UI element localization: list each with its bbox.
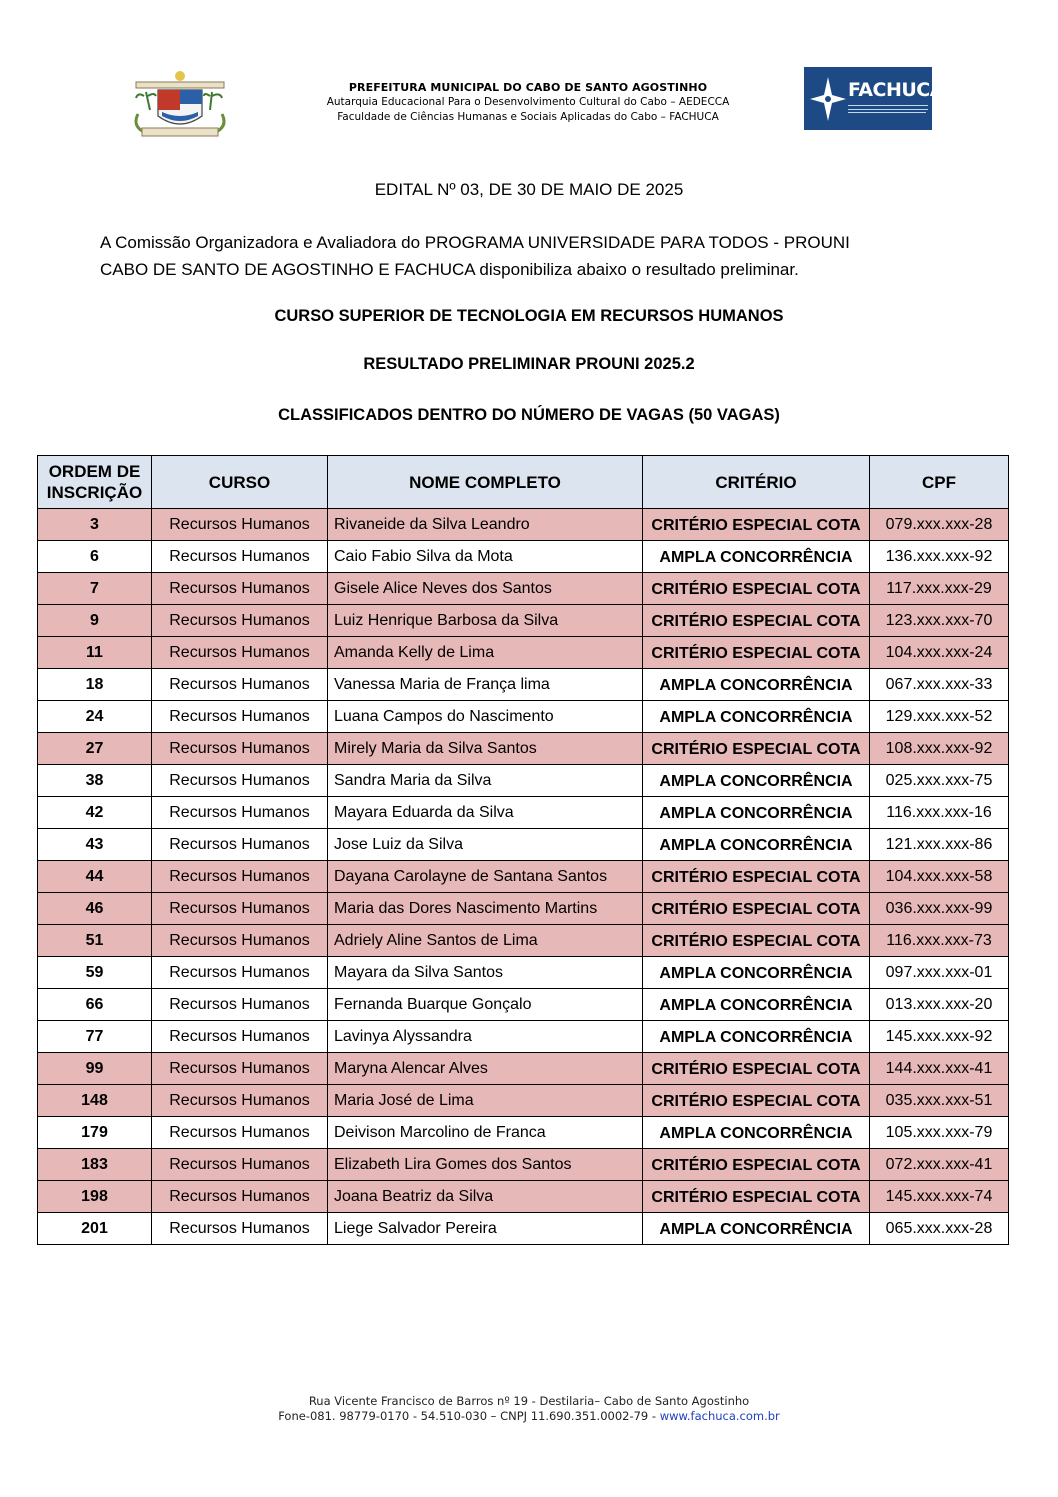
cell-nome: Caio Fabio Silva da Mota (328, 541, 643, 573)
cell-curso: Recursos Humanos (152, 925, 328, 957)
cell-ordem: 46 (38, 893, 152, 925)
cell-ordem: 7 (38, 573, 152, 605)
header-nome: NOME COMPLETO (328, 456, 643, 509)
table-row (38, 1181, 1009, 1213)
cell-cpf: 116.xxx.xxx-73 (870, 925, 1009, 957)
cell-nome: Gisele Alice Neves dos Santos (328, 573, 643, 605)
cell-ordem: 77 (38, 1021, 152, 1053)
cell-criterio: AMPLA CONCORRÊNCIA (643, 669, 870, 701)
header-criterio: CRITÉRIO (643, 456, 870, 509)
table-row (38, 925, 1009, 957)
header-ordem (38, 456, 152, 509)
table-row (38, 1085, 1009, 1117)
institution-header (240, 80, 816, 125)
cell-curso: Recursos Humanos (152, 701, 328, 733)
cell-cpf: 129.xxx.xxx-52 (870, 701, 1009, 733)
cell-curso: Recursos Humanos (152, 573, 328, 605)
cell-criterio: CRITÉRIO ESPECIAL COTA (643, 1085, 870, 1117)
page-footer (0, 1394, 1058, 1424)
table-row (38, 701, 1009, 733)
fachuca-logo-text: FACHUCA (848, 79, 944, 101)
cell-ordem: 66 (38, 989, 152, 1021)
table-row (38, 573, 1009, 605)
cell-curso: Recursos Humanos (152, 1181, 328, 1213)
header-line-aedecca: Autarquia Educacional Para o Desenvolvimento Cultural do Cabo – AEDECCA (326, 96, 730, 108)
cell-cpf: 144.xxx.xxx-41 (870, 1053, 1009, 1085)
cell-ordem: 51 (38, 925, 152, 957)
cell-nome: Deivison Marcolino de Franca (328, 1117, 643, 1149)
cell-ordem: 3 (38, 509, 152, 541)
cell-ordem: 6 (38, 541, 152, 573)
footer-website-link[interactable]: www.fachuca.com.br (659, 1409, 780, 1423)
cell-nome: Adriely Aline Santos de Lima (328, 925, 643, 957)
table-row (38, 1117, 1009, 1149)
footer-contact-text: Fone-081. 98779-0170 - 54.510-030 – CNPJ 11.690.351.0002-79 - (278, 1409, 660, 1423)
intro-paragraph (100, 229, 930, 283)
cell-criterio: CRITÉRIO ESPECIAL COTA (643, 861, 870, 893)
fachuca-logo (804, 67, 944, 130)
cell-criterio: AMPLA CONCORRÊNCIA (643, 989, 870, 1021)
logo-tagline-lines (848, 105, 928, 110)
results-table-body (38, 509, 1009, 1245)
cell-cpf: 104.xxx.xxx-58 (870, 861, 1009, 893)
cell-cpf: 072.xxx.xxx-41 (870, 1149, 1009, 1181)
cell-nome: Jose Luiz da Silva (328, 829, 643, 861)
cell-criterio: AMPLA CONCORRÊNCIA (643, 701, 870, 733)
cell-nome: Luiz Henrique Barbosa da Silva (328, 605, 643, 637)
cell-ordem: 99 (38, 1053, 152, 1085)
cell-ordem: 27 (38, 733, 152, 765)
table-row (38, 1021, 1009, 1053)
cell-curso: Recursos Humanos (152, 957, 328, 989)
cell-criterio: AMPLA CONCORRÊNCIA (643, 829, 870, 861)
cell-cpf: 123.xxx.xxx-70 (870, 605, 1009, 637)
table-row (38, 1149, 1009, 1181)
cell-ordem: 201 (38, 1213, 152, 1245)
table-row (38, 861, 1009, 893)
cell-ordem: 38 (38, 765, 152, 797)
cell-curso: Recursos Humanos (152, 1021, 328, 1053)
cell-nome: Mirely Maria da Silva Santos (328, 733, 643, 765)
cell-curso: Recursos Humanos (152, 861, 328, 893)
table-row (38, 733, 1009, 765)
municipal-crest-logo (128, 66, 232, 140)
cell-curso: Recursos Humanos (152, 541, 328, 573)
compass-star-icon (808, 67, 848, 130)
cell-ordem: 148 (38, 1085, 152, 1117)
cell-curso: Recursos Humanos (152, 765, 328, 797)
intro-line-1: A Comissão Organizadora e Avaliadora do PROGRAMA UNIVERSIDADE PARA TODOS - PROUNI (100, 233, 850, 252)
cell-criterio: AMPLA CONCORRÊNCIA (643, 957, 870, 989)
cell-nome: Maria José de Lima (328, 1085, 643, 1117)
table-row (38, 765, 1009, 797)
table-row (38, 1213, 1009, 1245)
result-title: RESULTADO PRELIMINAR PROUNI 2025.2 (363, 355, 695, 373)
table-row (38, 637, 1009, 669)
cell-ordem: 11 (38, 637, 152, 669)
footer-address: Rua Vicente Francisco de Barros nº 19 - Destilaria– Cabo de Santo Agostinho (308, 1394, 750, 1408)
cell-curso: Recursos Humanos (152, 1117, 328, 1149)
cell-criterio: AMPLA CONCORRÊNCIA (643, 1213, 870, 1245)
cell-ordem: 179 (38, 1117, 152, 1149)
cell-nome: Sandra Maria da Silva (328, 765, 643, 797)
cell-criterio: AMPLA CONCORRÊNCIA (643, 1021, 870, 1053)
cell-criterio: CRITÉRIO ESPECIAL COTA (643, 1181, 870, 1213)
cell-criterio: CRITÉRIO ESPECIAL COTA (643, 1149, 870, 1181)
cell-cpf: 145.xxx.xxx-92 (870, 1021, 1009, 1053)
cell-cpf: 067.xxx.xxx-33 (870, 669, 1009, 701)
cell-nome: Rivaneide da Silva Leandro (328, 509, 643, 541)
cell-cpf: 116.xxx.xxx-16 (870, 797, 1009, 829)
cell-criterio: CRITÉRIO ESPECIAL COTA (643, 573, 870, 605)
edital-title: EDITAL Nº 03, DE 30 DE MAIO DE 2025 (374, 180, 684, 199)
cell-cpf: 097.xxx.xxx-01 (870, 957, 1009, 989)
cell-criterio: CRITÉRIO ESPECIAL COTA (643, 733, 870, 765)
cell-curso: Recursos Humanos (152, 637, 328, 669)
header-ordem-line2: INSCRIÇÃO (46, 483, 143, 502)
cell-criterio: CRITÉRIO ESPECIAL COTA (643, 605, 870, 637)
cell-criterio: CRITÉRIO ESPECIAL COTA (643, 637, 870, 669)
cell-curso: Recursos Humanos (152, 1149, 328, 1181)
cell-cpf: 121.xxx.xxx-86 (870, 829, 1009, 861)
table-row (38, 1053, 1009, 1085)
cell-curso: Recursos Humanos (152, 893, 328, 925)
cell-ordem: 59 (38, 957, 152, 989)
footer-contact (0, 1409, 1058, 1424)
cell-nome: Lavinya Alyssandra (328, 1021, 643, 1053)
cell-cpf: 145.xxx.xxx-74 (870, 1181, 1009, 1213)
table-row (38, 509, 1009, 541)
cell-criterio: AMPLA CONCORRÊNCIA (643, 765, 870, 797)
intro-line-2: CABO DE SANTO DE AGOSTINHO E FACHUCA disponibiliza abaixo o resultado preliminar. (100, 260, 799, 279)
table-row (38, 989, 1009, 1021)
cell-criterio: CRITÉRIO ESPECIAL COTA (643, 925, 870, 957)
table-row (38, 829, 1009, 861)
cell-ordem: 198 (38, 1181, 152, 1213)
cell-cpf: 117.xxx.xxx-29 (870, 573, 1009, 605)
cell-nome: Joana Beatriz da Silva (328, 1181, 643, 1213)
cell-cpf: 065.xxx.xxx-28 (870, 1213, 1009, 1245)
cell-curso: Recursos Humanos (152, 797, 328, 829)
cell-cpf: 013.xxx.xxx-20 (870, 989, 1009, 1021)
table-row (38, 797, 1009, 829)
cell-nome: Vanessa Maria de França lima (328, 669, 643, 701)
cell-criterio: CRITÉRIO ESPECIAL COTA (643, 1053, 870, 1085)
header-cpf: CPF (870, 456, 1009, 509)
table-row (38, 605, 1009, 637)
table-row (38, 541, 1009, 573)
cell-curso: Recursos Humanos (152, 1053, 328, 1085)
cell-nome: Mayara Eduarda da Silva (328, 797, 643, 829)
cell-nome: Fernanda Buarque Gonçalo (328, 989, 643, 1021)
cell-cpf: 105.xxx.xxx-79 (870, 1117, 1009, 1149)
cell-cpf: 035.xxx.xxx-51 (870, 1085, 1009, 1117)
cell-criterio: AMPLA CONCORRÊNCIA (643, 1117, 870, 1149)
cell-ordem: 9 (38, 605, 152, 637)
cell-ordem: 42 (38, 797, 152, 829)
header-ordem-line1: ORDEM DE (48, 462, 141, 481)
cell-cpf: 108.xxx.xxx-92 (870, 733, 1009, 765)
logo-tagline-line (848, 112, 926, 113)
results-table (37, 455, 1009, 1245)
cell-curso: Recursos Humanos (152, 733, 328, 765)
cell-ordem: 43 (38, 829, 152, 861)
cell-curso: Recursos Humanos (152, 989, 328, 1021)
cell-ordem: 18 (38, 669, 152, 701)
cell-nome: Liege Salvador Pereira (328, 1213, 643, 1245)
cell-nome: Maria das Dores Nascimento Martins (328, 893, 643, 925)
course-title: CURSO SUPERIOR DE TECNOLOGIA EM RECURSOS HUMANOS (274, 307, 784, 325)
cell-curso: Recursos Humanos (152, 829, 328, 861)
cell-curso: Recursos Humanos (152, 669, 328, 701)
cell-curso: Recursos Humanos (152, 605, 328, 637)
cell-nome: Elizabeth Lira Gomes dos Santos (328, 1149, 643, 1181)
cell-nome: Luana Campos do Nascimento (328, 701, 643, 733)
header-line-prefeitura: PREFEITURA MUNICIPAL DO CABO DE SANTO AGOSTINHO (348, 81, 708, 94)
cell-ordem: 24 (38, 701, 152, 733)
cell-criterio: CRITÉRIO ESPECIAL COTA (643, 893, 870, 925)
table-row (38, 669, 1009, 701)
classified-title: CLASSIFICADOS DENTRO DO NÚMERO DE VAGAS (50 VAGAS) (278, 406, 780, 424)
cell-nome: Mayara da Silva Santos (328, 957, 643, 989)
header-line-fachuca: Faculdade de Ciências Humanas e Sociais Aplicadas do Cabo – FACHUCA (337, 111, 719, 123)
table-header-row (38, 456, 1009, 509)
cell-cpf: 036.xxx.xxx-99 (870, 893, 1009, 925)
cell-nome: Amanda Kelly de Lima (328, 637, 643, 669)
table-row (38, 957, 1009, 989)
cell-cpf: 104.xxx.xxx-24 (870, 637, 1009, 669)
cell-cpf: 079.xxx.xxx-28 (870, 509, 1009, 541)
table-row (38, 893, 1009, 925)
cell-ordem: 183 (38, 1149, 152, 1181)
cell-nome: Dayana Carolayne de Santana Santos (328, 861, 643, 893)
cell-ordem: 44 (38, 861, 152, 893)
cell-cpf: 136.xxx.xxx-92 (870, 541, 1009, 573)
cell-cpf: 025.xxx.xxx-75 (870, 765, 1009, 797)
header-curso: CURSO (152, 456, 328, 509)
cell-criterio: AMPLA CONCORRÊNCIA (643, 541, 870, 573)
cell-nome: Maryna Alencar Alves (328, 1053, 643, 1085)
cell-curso: Recursos Humanos (152, 1213, 328, 1245)
cell-criterio: CRITÉRIO ESPECIAL COTA (643, 509, 870, 541)
cell-curso: Recursos Humanos (152, 1085, 328, 1117)
cell-criterio: AMPLA CONCORRÊNCIA (643, 797, 870, 829)
cell-curso: Recursos Humanos (152, 509, 328, 541)
